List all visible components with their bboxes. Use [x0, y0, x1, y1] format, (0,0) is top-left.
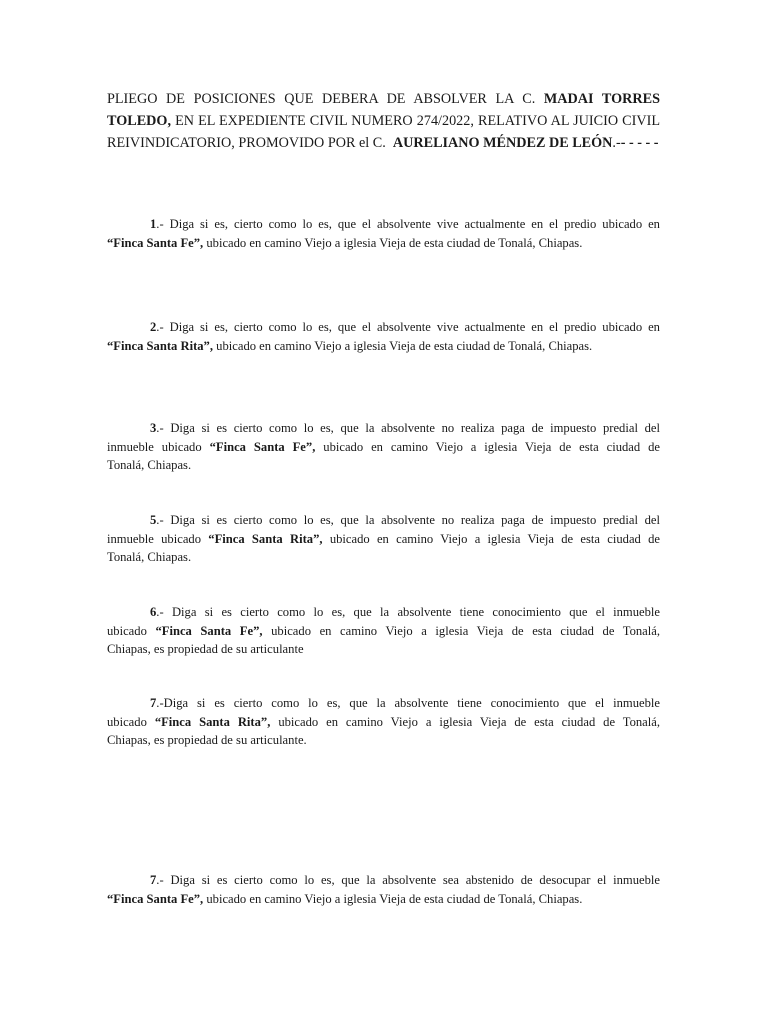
item-line-2	[107, 890, 660, 909]
item-number: 7	[150, 873, 157, 887]
item-text: Diga si es cierto como lo es, que la absolvente no realiza paga de impuesto predial del	[170, 513, 660, 527]
item-location: ubicado en camino Viejo a iglesia Vieja de esta ciudad de	[323, 439, 660, 454]
position-item-3	[107, 419, 660, 475]
item-location: ubicado en camino Viejo a iglesia Vieja de esta ciudad de Tonalá, Chiapas.	[206, 235, 583, 250]
item-line-1	[107, 871, 660, 890]
item-location: ubicado en camino Viejo a iglesia Vieja de esta ciudad de Tonalá,	[271, 623, 660, 638]
promoter-name: AURELIANO MÉNDEZ DE LEÓN	[392, 135, 613, 151]
item-text: inmueble ubicado	[107, 439, 202, 454]
document-title	[107, 88, 660, 154]
item-line-1	[107, 318, 660, 337]
item-line-2	[107, 713, 660, 732]
item-separator: .-	[156, 873, 164, 887]
item-line-2	[107, 234, 660, 253]
position-item-7-second	[107, 871, 660, 908]
item-line-1	[107, 215, 660, 234]
item-line-1	[107, 603, 660, 622]
item-number: 1	[150, 217, 157, 231]
item-line-1	[107, 511, 660, 530]
case-reference: EN EL EXPEDIENTE CIVIL NUMERO 274/2022, RELATIVO AL JUICIO CIVIL	[175, 113, 661, 129]
item-text: Diga si es cierto como lo es, que la absolvente tiene conocimiento que el inmueble	[171, 605, 660, 619]
item-text: Diga si es cierto como lo es, que la absolvente no realiza paga de impuesto predial del	[170, 421, 660, 435]
item-location-end: Tonalá, Chiapas.	[107, 550, 192, 564]
title-prefix: PLIEGO DE POSICIONES QUE DEBERA DE ABSOLVER LA C.	[107, 91, 536, 107]
property-name: “Finca Santa Fe”,	[107, 891, 204, 906]
title-dashes: - - - - -	[620, 135, 659, 151]
item-text: ubicado	[107, 623, 147, 638]
promoter-suffix: .-	[612, 135, 621, 151]
title-line-2	[107, 110, 660, 132]
item-line-2	[107, 337, 660, 356]
item-separator: .-	[156, 513, 164, 527]
item-location: ubicado en camino Viejo a iglesia Vieja de esta ciudad de Tonalá,	[278, 714, 660, 729]
item-location: ubicado en camino Viejo a iglesia Vieja de esta ciudad de Tonalá, Chiapas.	[216, 338, 593, 353]
absolvent-name-part-2: TOLEDO,	[107, 113, 171, 129]
promoter-prefix: REIVINDICATORIO, PROMOVIDO POR el C.	[107, 135, 386, 151]
property-name: “Finca Santa Rita”,	[107, 338, 214, 353]
item-text: Diga si es cierto como lo es, que la absolvente sea abstenido de desocupar el inmueble	[170, 873, 661, 887]
item-separator: .-	[156, 605, 164, 619]
item-separator: .-	[156, 696, 164, 710]
item-location-end: Chiapas, es propiedad de su articulante	[107, 642, 304, 656]
item-line-3	[107, 548, 660, 567]
item-number: 2	[150, 320, 157, 334]
item-number: 6	[150, 605, 157, 619]
item-line-3	[107, 640, 660, 659]
property-name: “Finca Santa Rita”,	[154, 714, 271, 729]
item-location-end: Tonalá, Chiapas.	[107, 458, 192, 472]
position-item-5	[107, 511, 660, 567]
item-line-2	[107, 622, 660, 641]
item-line-3	[107, 456, 660, 475]
item-number: 7	[150, 696, 157, 710]
position-item-2	[107, 318, 660, 355]
document-page	[107, 0, 660, 1024]
item-number: 5	[150, 513, 157, 527]
item-location: ubicado en camino Viejo a iglesia Vieja de esta ciudad de Tonalá, Chiapas.	[206, 891, 583, 906]
item-location: ubicado en camino Viejo a iglesia Vieja de esta ciudad de	[329, 531, 660, 546]
item-text: ubicado	[107, 714, 147, 729]
absolvent-name-part-1: MADAI TORRES	[543, 91, 661, 107]
item-line-3	[107, 731, 660, 750]
item-text: Diga si es, cierto como lo es, que el absolvente vive actualmente en el predio ubicado en	[169, 320, 660, 334]
item-text: inmueble ubicado	[107, 531, 201, 546]
item-number: 3	[150, 421, 157, 435]
item-line-1	[107, 419, 660, 438]
item-text: Diga si es cierto como lo es, que la absolvente tiene conocimiento que el inmueble	[163, 696, 660, 710]
property-name: “Finca Santa Fe”,	[209, 439, 316, 454]
item-separator: .-	[156, 217, 164, 231]
item-separator: .-	[156, 421, 164, 435]
property-name: “Finca Santa Fe”,	[155, 623, 263, 638]
item-line-1	[107, 694, 660, 713]
title-line-3	[107, 132, 660, 154]
title-line-1	[107, 88, 660, 110]
property-name: “Finca Santa Fe”,	[107, 235, 204, 250]
item-line-2	[107, 530, 660, 549]
property-name: “Finca Santa Rita”,	[208, 531, 323, 546]
item-location-end: Chiapas, es propiedad de su articulante.	[107, 733, 307, 747]
position-item-1	[107, 215, 660, 252]
position-item-6	[107, 603, 660, 659]
item-text: Diga si es, cierto como lo es, que el absolvente vive actualmente en el predio ubicado en	[169, 217, 660, 231]
position-item-7	[107, 694, 660, 750]
item-line-2	[107, 438, 660, 457]
item-separator: .-	[156, 320, 164, 334]
